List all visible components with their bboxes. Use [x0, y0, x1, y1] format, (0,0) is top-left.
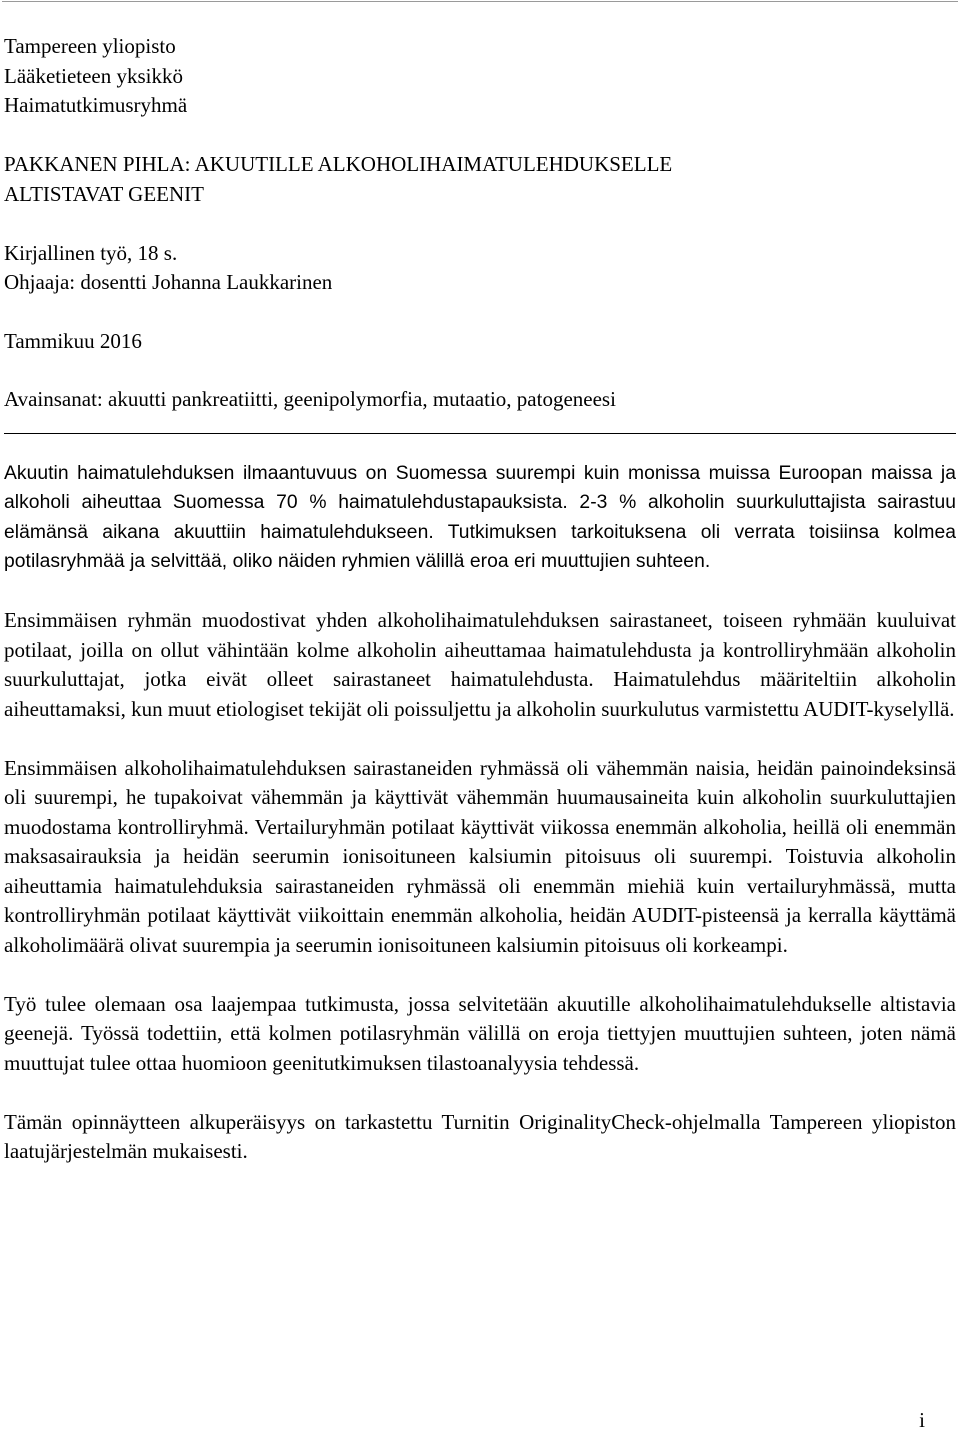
keywords: Avainsanat: akuutti pankreatiitti, geenipolymorfia, mutaatio, patogeneesi — [4, 387, 616, 411]
title-line-2: ALTISTAVAT GEENIT — [4, 181, 204, 206]
title-line-1: PAKKANEN PIHLA: AKUUTILLE ALKOHOLIHAIMATULEHDUKSELLE — [4, 152, 673, 176]
work-info — [4, 239, 956, 298]
body-paragraph-groups: Ensimmäisen ryhmän muodostivat yhden alkoholihaimatulehduksen sairastaneet, toiseen ryhmään kuuluivat potilaat, joilla on ollut vähintään kolme alkoholin aiheuttamaa haimatulehdusta ja kontrolliryhmään alkoholin suurkuluttajat, jotka eivät olleet sairastaneet haimatulehdusta. Haimatulehdus määriteltiin alkoholin aiheuttamaksi, kun muut etiologiset tekijät oli poissuljettu ja alkoholin suurkulutus varmistettu AUDIT-kyselyllä. — [4, 608, 956, 721]
supervisor: Ohjaaja: dosentti Johanna Laukkarinen — [4, 270, 333, 294]
abstract-paragraph: Akuutin haimatulehduksen ilmaantuvuus on Suomessa suurempi kuin monissa muissa Euroopan maissa ja alkoholi aiheuttaa Suomessa 70 % haimatulehdustapauksista. 2-3 % alkoholin suurkuluttajista sairastuu elämänsä aikana akuuttiin haimatulehdukseen. Tutkimuksen tarkoituksena oli verrata toisiinsa kolmea potilasryhmää ja selvittää, oliko näiden ryhmien välillä eroa eri muuttujien suhteen. — [4, 462, 956, 572]
university-name: Tampereen yliopisto — [4, 34, 176, 58]
document-title — [4, 150, 956, 209]
body-paragraph-conclusion: Työ tulee olemaan osa laajempaa tutkimusta, jossa selvitetään akuutille alkoholihaimatulehdukselle altistavia geenejä. Työssä todettiin, että kolmen potilasryhmän välillä on eroja tiettyjen muuttujien suhteen, joten nämä muuttujat tulee ottaa huomioon geenitutkimuksen tilastoanalyysia tehdessä. — [4, 991, 956, 1075]
unit-name: Lääketieteen yksikkö — [4, 63, 184, 88]
institution-header — [4, 32, 956, 121]
abstract-section — [4, 459, 956, 577]
body-paragraph-results: Ensimmäisen alkoholihaimatulehduksen sairastaneiden ryhmässä oli vähemmän naisia, heidän painoindeksinsä oli suurempi, he tupakoivat vähemmän ja käyttivät vähemmän huumausaineita kuin alkoholin suurkuluttajien muodostama kontrolliryhmä. Vertailuryhmän potilaat käyttivät viikossa enemmän alkoholia, heillä oli enemmän maksasairauksia ja heidän seerumin ionisoituneen kalsiumin pitoisuus oli suurempi. Toistuvia alkoholin aiheuttamia haimatulehduksia sairastaneiden ryhmässä oli enemmän miehiä kuin vertailuryhmässä, mutta kontrolliryhmän potilaat käyttivät viikoittain enemmän alkoholia, heidän AUDIT-pisteensä ja kerralla käyttämä alkoholimäärä olivat suurempia ja seerumin ionisoituneen kalsiumin pitoisuus oli korkeampi. — [4, 755, 956, 957]
summary-body — [4, 606, 956, 1167]
page-number: i — [919, 1408, 925, 1432]
body-paragraph-originality: Tämän opinnäytteen alkuperäisyys on tarkastettu Turnitin OriginalityCheck-ohjelmalla Tampereen yliopiston laatujärjestelmän mukaisesti. — [4, 1109, 956, 1163]
section-divider — [4, 433, 956, 434]
publication-date: Tammikuu 2016 — [4, 328, 142, 353]
work-type: Kirjallinen työ, 18 s. — [4, 240, 178, 265]
top-border-line — [2, 1, 958, 2]
document-page — [4, 32, 956, 1167]
research-group-name: Haimatutkimusryhmä — [4, 93, 188, 117]
